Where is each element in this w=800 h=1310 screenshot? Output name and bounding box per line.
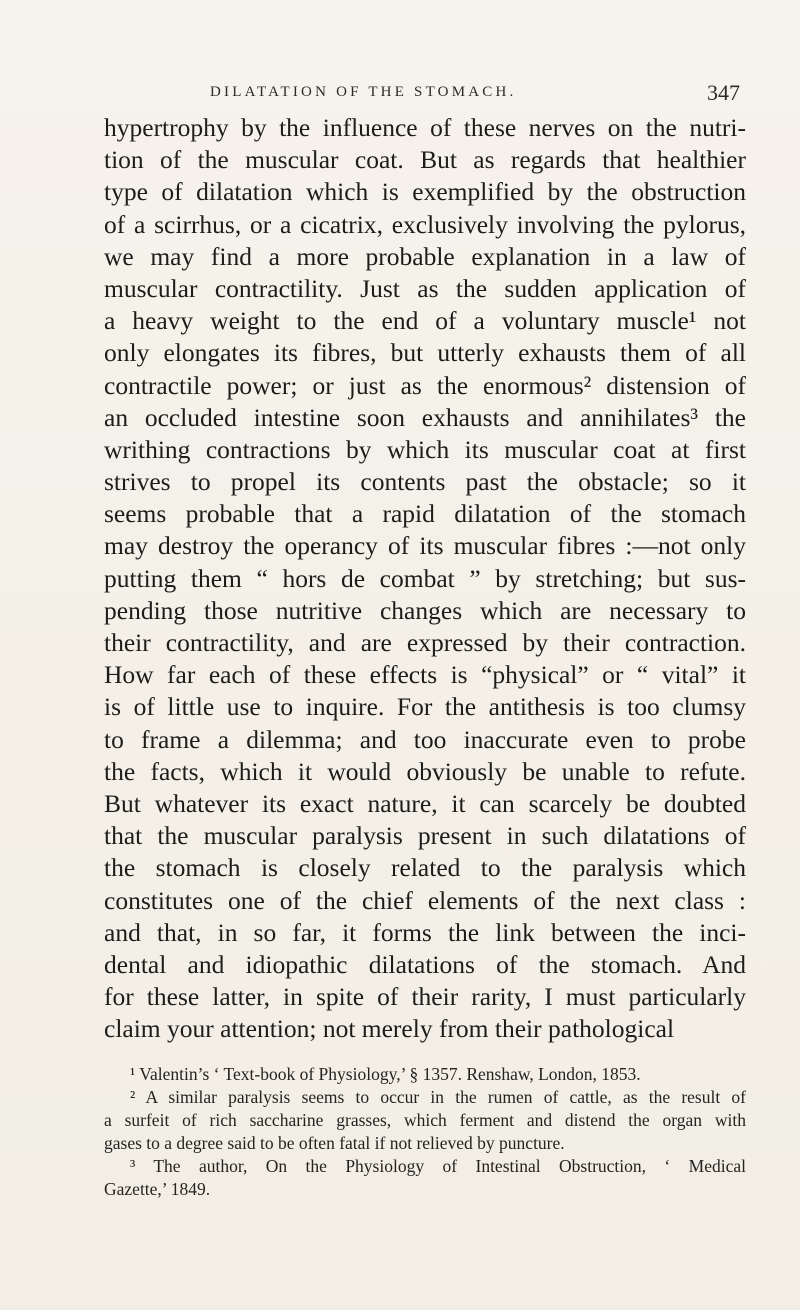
text-line: we may find a more probable explanation in a law of [104, 241, 746, 271]
footnote-line: a surfeit of rich saccharine grasses, which ferment and distend the organ with [104, 1110, 746, 1130]
text-line: the facts, which it would obviously be unable to refute. [104, 756, 746, 786]
body-text [104, 112, 746, 1045]
text-line: strives to propel its contents past the obstacle; so it [104, 467, 746, 497]
running-head [210, 80, 740, 114]
text-line: putting them “ hors de combat ” by stretching; but sus- [104, 563, 746, 593]
running-title: DILATATION OF THE STOMACH. [210, 84, 517, 100]
text-line: How far each of these effects is “physical” or “ vital” it [104, 660, 746, 690]
text-line: and that, in so far, it forms the link between the inci- [104, 917, 746, 947]
text-line: a heavy weight to the end of a voluntary muscle¹ not [104, 306, 746, 336]
text-line: that the muscular paralysis present in such dilatations of [104, 821, 746, 851]
page-number: 347 [707, 80, 740, 105]
footnote-line: gases to a degree said to be often fatal if not relieved by puncture. [104, 1133, 565, 1153]
text-line: the stomach is closely related to the paralysis which [104, 853, 746, 883]
text-line: their contractility, and are expressed by their contraction. [104, 628, 746, 657]
footnote-line: ² A similar paralysis seems to occur in the rumen of cattle, as the result of [130, 1087, 746, 1107]
text-line: seems probable that a rapid dilatation of the stomach [104, 499, 746, 529]
text-line: may destroy the operancy of its muscular fibres :—not only [104, 531, 746, 561]
text-line: type of dilatation which is exemplified by the obstruction [104, 177, 746, 207]
footnote-line: ³ The author, On the Physiology of Intestinal Obstruction, ‘ Medical [130, 1156, 746, 1176]
text-line: an occluded intestine soon exhausts and annihilates³ the [104, 402, 746, 432]
text-line: pending those nutritive changes which are necessary to [104, 595, 746, 625]
text-line: is of little use to inquire. For the antithesis is too clumsy [104, 692, 746, 722]
footnote-line: ¹ Valentin’s ‘ Text-book of Physiology,’ § 1357. Renshaw, London, 1853. [130, 1064, 641, 1084]
footnote-line: Gazette,’ 1849. [104, 1179, 211, 1199]
text-line: muscular contractility. Just as the sudden application of [104, 273, 746, 303]
text-line: for these latter, in spite of their rarity, I must particularly [104, 982, 746, 1012]
text-line: contractile power; or just as the enormous² distension of [104, 370, 746, 400]
text-line: constitutes one of the chief elements of the next class : [104, 885, 746, 915]
text-line: tion of the muscular coat. But as regards that healthier [104, 145, 746, 175]
text-line: writhing contractions by which its muscular coat at first [104, 434, 746, 464]
text-line: only elongates its fibres, but utterly exhausts them of all [104, 338, 746, 368]
text-line: to frame a dilemma; and too inaccurate even to probe [104, 724, 746, 754]
text-line: claim your attention; not merely from their pathological [104, 1014, 675, 1044]
footnotes [104, 1063, 746, 1201]
text-line: But whatever its exact nature, it can scarcely be doubted [104, 788, 746, 818]
text-line: of a scirrhus, or a cicatrix, exclusively involving the pylorus, [104, 209, 746, 239]
text-line: dental and idiopathic dilatations of the stomach. And [104, 949, 746, 979]
text-line: hypertrophy by the influence of these nerves on the nutri- [104, 113, 746, 142]
